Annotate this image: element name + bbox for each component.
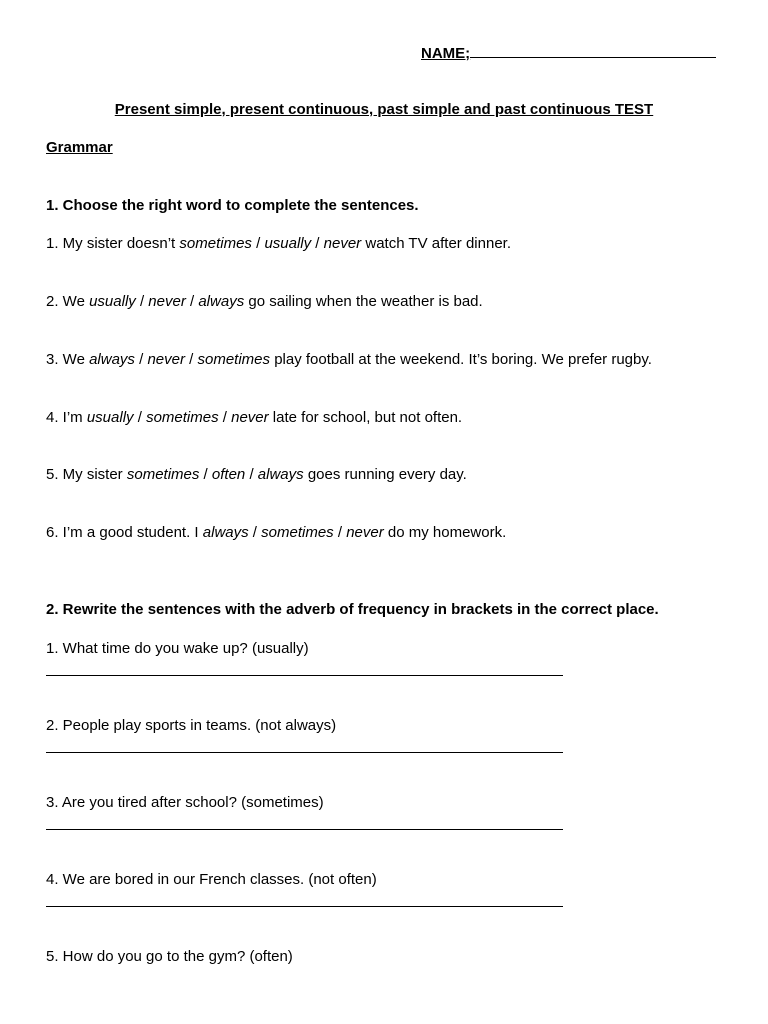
exercise1-item (46, 409, 462, 426)
option-separator: / (135, 293, 149, 310)
option-1[interactable]: sometimes (126, 466, 200, 483)
exercise2-item: 4. We are bored in our French classes. (not often) (46, 871, 377, 888)
option-separator: / (251, 235, 265, 252)
option-3[interactable]: never (231, 409, 269, 426)
item-text-pre: 1. My sister doesn’t (46, 235, 180, 252)
option-2[interactable]: sometimes (261, 524, 334, 541)
option-3[interactable]: always (257, 466, 304, 483)
name-field (421, 43, 716, 62)
section-heading: Grammar (46, 139, 113, 156)
option-separator: / (133, 409, 147, 426)
option-2[interactable]: sometimes (146, 409, 219, 426)
name-label: NAME; (421, 45, 471, 62)
exercise1-heading: 1. Choose the right word to complete the sentences. (46, 197, 419, 214)
exercise1-item (46, 235, 511, 252)
item-text-post: play football at the weekend. It’s boring. We prefer rugby. (270, 351, 652, 368)
option-3[interactable]: never (323, 235, 362, 252)
option-3[interactable]: sometimes (197, 351, 271, 368)
exercise2-item: 1. What time do you wake up? (usually) (46, 640, 309, 657)
item-text-post: goes running every day. (303, 466, 467, 483)
exercise1-item (46, 293, 483, 310)
option-2[interactable]: never (147, 351, 185, 368)
answer-line[interactable] (46, 675, 563, 676)
option-1[interactable]: sometimes (179, 235, 252, 252)
page-title: Present simple, present continuous, past simple and past continuous TEST (114, 101, 654, 118)
answer-line[interactable] (46, 906, 563, 907)
option-separator: / (333, 524, 347, 541)
option-separator: / (311, 235, 324, 252)
option-3[interactable]: always (198, 293, 245, 310)
option-2[interactable]: usually (264, 235, 312, 252)
option-separator: / (199, 466, 212, 483)
item-text-pre: 5. My sister (46, 466, 127, 483)
option-2[interactable]: often (211, 466, 246, 483)
exercise2-item: 2. People play sports in teams. (not always) (46, 717, 337, 734)
option-1[interactable]: usually (89, 293, 136, 310)
option-2[interactable]: never (148, 293, 186, 310)
option-1[interactable]: usually (86, 409, 134, 426)
item-text-post: do my homework. (383, 524, 507, 541)
exercise1-item (46, 466, 467, 483)
exercise1-item (46, 524, 506, 541)
exercise2-item: 3. Are you tired after school? (sometimes) (46, 794, 324, 811)
item-text-post: late for school, but not often. (268, 409, 463, 426)
option-separator: / (245, 466, 258, 483)
answer-line[interactable] (46, 829, 563, 830)
option-separator: / (184, 351, 198, 368)
exercise1-item (46, 351, 652, 368)
option-separator: / (248, 524, 262, 541)
exercise2-item: 5. How do you go to the gym? (often) (46, 948, 293, 965)
option-1[interactable]: always (89, 351, 135, 368)
option-separator: / (185, 293, 199, 310)
answer-line[interactable] (46, 752, 563, 753)
item-text-post: watch TV after dinner. (361, 235, 511, 252)
item-text-pre: 3. We (46, 351, 90, 368)
item-text-pre: 2. We (46, 293, 90, 310)
option-separator: / (218, 409, 232, 426)
item-text-pre: 6. I’m a good student. I (46, 524, 203, 541)
option-3[interactable]: never (346, 524, 384, 541)
item-text-pre: 4. I’m (46, 409, 87, 426)
name-blank-line[interactable] (470, 43, 716, 58)
item-text-post: go sailing when the weather is bad. (244, 293, 483, 310)
option-1[interactable]: always (202, 524, 249, 541)
exercise2-heading: 2. Rewrite the sentences with the adverb of frequency in brackets in the correct place. (46, 601, 659, 618)
option-separator: / (134, 351, 148, 368)
